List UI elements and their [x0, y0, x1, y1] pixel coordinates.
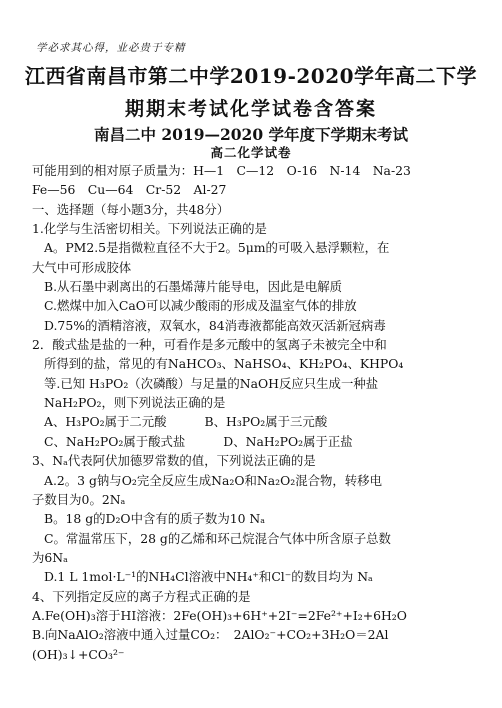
document-title-line2: 期期末考试化学试卷含答案	[124, 98, 377, 120]
option-b: B、H₃PO₂属于三元酸	[204, 414, 328, 430]
text-line: 子数目为0。2Nₐ	[32, 491, 126, 507]
section-heading: 一、选择题（每小题3分，共48分）	[32, 201, 230, 217]
text-line: 可能用到的相对原子质量为：H—1 C—12 O-16 N-14 Na-23	[32, 163, 411, 178]
option-line: B。18 g的D₂O中含有的质子数为10 Nₐ	[44, 511, 266, 527]
header-motto: 学必求其心得，业必贵于专精	[36, 42, 186, 54]
paper-name: 高二化学试卷	[210, 145, 292, 160]
option-line: C。常温常压下，28 g的乙烯和环己烷混合气体中所含原子总数	[44, 530, 391, 546]
document-title-line1: 江西省南昌市第二中学2019-2020学年高二下学	[24, 64, 478, 88]
option-line: C.燃煤中加入CaO可以减少酸雨的形成及温室气体的排放	[44, 298, 357, 314]
text-line: (OH)₃↓+CO₃²⁻	[32, 646, 125, 662]
option-line: B.从石墨中剥离出的石墨烯薄片能导电，因此是电解质	[44, 279, 343, 295]
question-stem: 1.化学与生活密切相关。下列说法正确的是	[32, 221, 267, 237]
option-line: A.2。3 g钠与O₂完全反应生成Na₂O和Na₂O₂混合物，转移电	[44, 472, 382, 488]
text-line: 所得到的盐，常见的有NaHCO₃、NaHSO₄、KH₂PO₄、KHPO₄	[44, 356, 404, 372]
exam-subtitle: 南昌二中 2019—2020 学年度下学期末考试	[93, 125, 409, 144]
text-line: Fe—56 Cu—64 Cr-52 Al-27	[32, 182, 227, 198]
option-line: B.向NaAlO₂溶液中通入过量CO₂： 2AlO₂⁻+CO₂+3H₂O＝2Al	[32, 627, 389, 643]
text-line: 等.已知 H₃PO₂（次磷酸）与足量的NaOH反应只生成一种盐	[44, 375, 379, 391]
option-a: A、H₃PO₂属于二元酸	[44, 414, 167, 430]
option-line: D.75%的酒精溶液，双氧水，84消毒液都能高效灭活新冠病毒	[44, 317, 386, 333]
text-line: 为6Nₐ	[32, 549, 68, 565]
option-row	[32, 432, 480, 451]
option-c: C、NaH₂PO₂属于酸式盐	[44, 433, 186, 449]
question-stem: 2．酸式盐是盐的一种，可看作是多元酸中的氢离子未被完全中和	[32, 337, 387, 353]
question-stem: 3、Nₐ代表阿伏加德罗常数的值，下列说法正确的是	[32, 453, 316, 469]
option-line: D.1 L 1mol·L⁻¹的NH₄Cl溶液中NH₄⁺和Cl⁻的数目均为 Nₐ	[44, 569, 373, 585]
exam-body	[32, 161, 480, 664]
option-line: A.Fe(OH)₃溶于HI溶液：2Fe(OH)₃+6H⁺+2I⁻=2Fe²⁺+I₂+6H₂O	[32, 607, 407, 623]
option-row	[32, 412, 480, 431]
text-line: 大气中可形成胶体	[32, 259, 132, 275]
option-d: D、NaH₂PO₂属于正盐	[223, 433, 353, 449]
option-line: A。PM2.5是指微粒直径不大于2。5μm的可吸入悬浮颗粒，在	[44, 240, 390, 256]
question-stem: 4、下列指定反应的离子方程式正确的是	[32, 588, 251, 604]
text-line: NaH₂PO₂，则下列说法正确的是	[44, 395, 226, 411]
